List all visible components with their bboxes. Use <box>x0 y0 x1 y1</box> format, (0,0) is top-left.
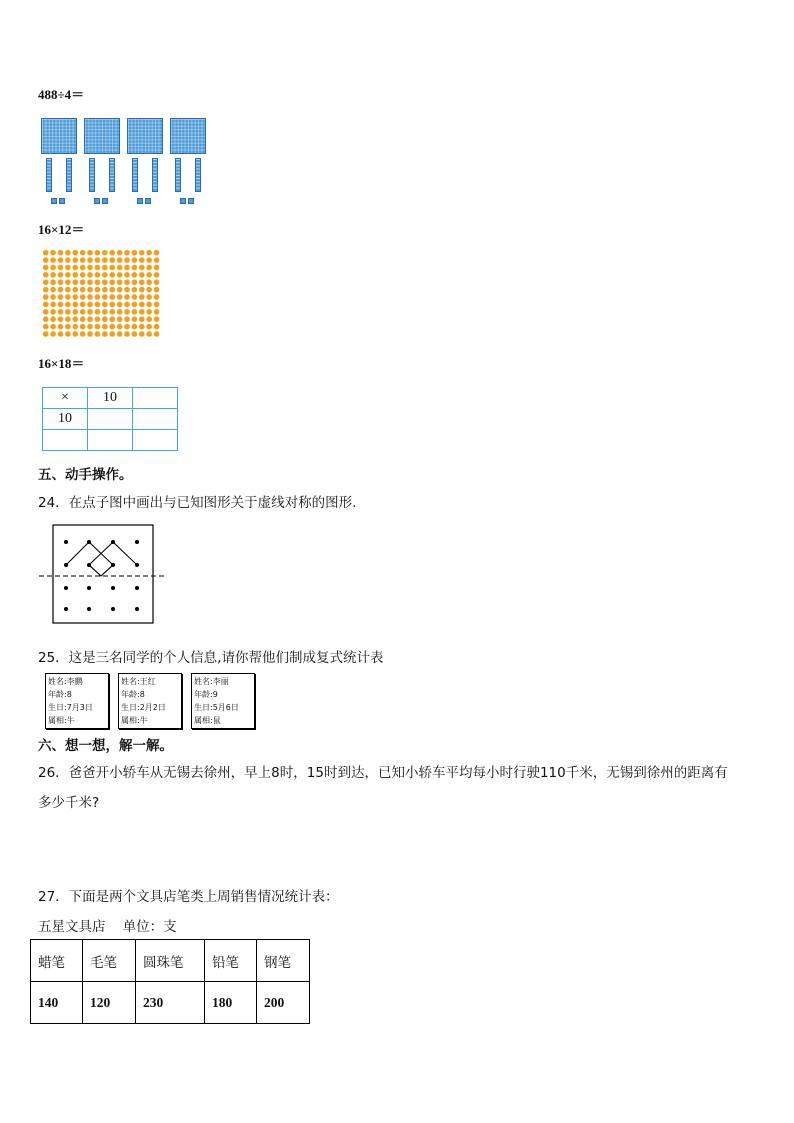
equation-488-div-4: 488÷4＝ <box>38 87 85 102</box>
student-card <box>118 673 182 729</box>
card-line: 年龄:8 <box>48 690 72 699</box>
ten-rod <box>195 158 201 192</box>
ten-rod <box>109 158 115 192</box>
card-line: 属相:鼠 <box>194 716 221 725</box>
card-line: 年龄:8 <box>121 690 145 699</box>
ten-rod <box>175 158 181 192</box>
card-line: 姓名:李鹏 <box>48 677 83 686</box>
equation-16x12: 16×12＝ <box>38 222 85 237</box>
question-25: 25．这是三名同学的个人信息,请你帮他们制成复式统计表 <box>38 650 384 666</box>
grid-cell <box>133 430 178 451</box>
question-27: 27．下面是两个文具店笔类上周销售情况统计表： <box>38 889 339 905</box>
unit-cube <box>102 198 108 204</box>
question-26-line2: 多少千米? <box>38 795 100 811</box>
header-cell: 毛笔 <box>83 940 136 982</box>
value-cell: 140 <box>31 982 83 1024</box>
ten-rod <box>46 158 52 192</box>
unit-cube <box>94 198 100 204</box>
hundred-block <box>170 118 206 154</box>
card-line: 年龄:9 <box>194 690 218 699</box>
card-line: 属相:牛 <box>121 716 148 725</box>
unit-cube <box>137 198 143 204</box>
store-caption: 五星文具店 单位：支 <box>38 919 177 935</box>
header-cell: 蜡笔 <box>31 940 83 982</box>
unit-cube <box>188 198 194 204</box>
sales-table <box>30 939 310 1024</box>
header-cell: 圆珠笔 <box>136 940 205 982</box>
header-cell: 钢笔 <box>257 940 310 982</box>
ten-rod <box>152 158 158 192</box>
question-26-line1: 26．爸爸开小轿车从无锡去徐州，早上8时，15时到达，已知小轿车平均每小时行驶110千米，无锡到徐州的距离有 <box>38 765 728 781</box>
value-cell: 230 <box>136 982 205 1024</box>
card-line: 生日:7月3日 <box>48 703 93 712</box>
value-cell: 180 <box>205 982 257 1024</box>
unit-cube <box>145 198 151 204</box>
hundred-block <box>127 118 163 154</box>
student-card <box>191 673 255 729</box>
ten-rod <box>66 158 72 192</box>
multiplication-grid <box>42 387 178 451</box>
card-line: 姓名:李丽 <box>194 677 229 686</box>
value-cell: 120 <box>83 982 136 1024</box>
unit-cube <box>51 198 57 204</box>
grid-cell: 10 <box>88 388 133 409</box>
section-6-heading: 六、想一想，解一解。 <box>38 738 173 754</box>
card-line: 姓名:王红 <box>121 677 156 686</box>
card-line: 生日:2月2日 <box>121 703 166 712</box>
section-5-heading: 五、动手操作。 <box>38 467 133 483</box>
card-line: 属相:牛 <box>48 716 75 725</box>
hundred-block <box>84 118 120 154</box>
value-cell: 200 <box>257 982 310 1024</box>
student-card <box>45 673 109 729</box>
grid-cell <box>88 409 133 430</box>
grid-cell: × <box>43 388 88 409</box>
question-24: 24．在点子图中画出与已知图形关于虚线对称的图形. <box>38 495 357 511</box>
dot-array <box>42 249 160 337</box>
grid-cell <box>43 430 88 451</box>
grid-cell <box>133 409 178 430</box>
dot-diagram <box>36 522 170 626</box>
hundred-block <box>41 118 77 154</box>
grid-cell <box>88 430 133 451</box>
unit-cube <box>59 198 65 204</box>
header-cell: 铅笔 <box>205 940 257 982</box>
grid-cell <box>133 388 178 409</box>
unit-cube <box>180 198 186 204</box>
ten-rod <box>89 158 95 192</box>
card-line: 生日:5月6日 <box>194 703 239 712</box>
equation-16x18: 16×18＝ <box>38 356 85 371</box>
grid-cell: 10 <box>43 409 88 430</box>
ten-rod <box>132 158 138 192</box>
